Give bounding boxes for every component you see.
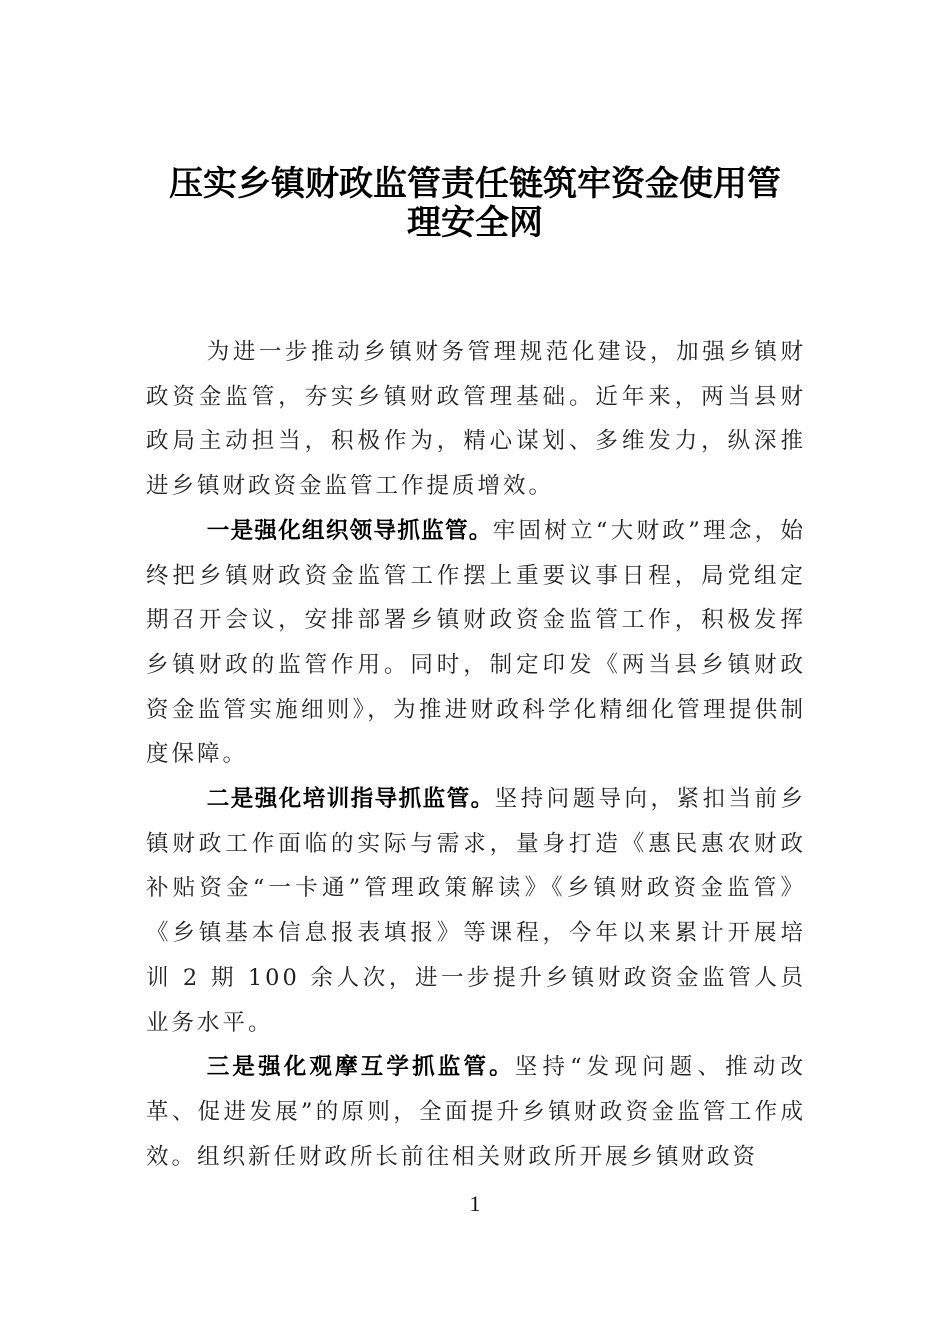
- section-heading-2: 二是强化培训指导抓监管。: [206, 786, 495, 813]
- section-text-2: 坚持问题导向，紧扣当前乡镇财政工作面临的实际与需求，量身打造《惠民惠农财政补贴资金“一卡通”管理政策解读》《乡镇财政资金监管》《乡镇基本信息报表填报》等课程，今年以来累计开展培训 2 期 100 余人次，进一步提升乡镇财政资金监管人员业务水平。: [146, 786, 806, 1036]
- section-paragraph-2: [146, 777, 806, 1045]
- document-body: [146, 330, 806, 1179]
- section-paragraph-1: [146, 509, 806, 777]
- intro-paragraph: 为进一步推动乡镇财务管理规范化建设，加强乡镇财政资金监管，夯实乡镇财政管理基础。近年来，两当县财政局主动担当，积极作为，精心谋划、多维发力，纵深推进乡镇财政资金监管工作提质增效。: [146, 339, 806, 500]
- section-heading-1: 一是强化组织领导抓监管。: [206, 517, 493, 544]
- title-line-2: 理安全网: [407, 203, 543, 243]
- section-text-1: 牢固树立“大财政”理念，始终把乡镇财政资金监管工作摆上重要议事日程，局党组定期召开会议，安排部署乡镇财政资金监管工作，积极发挥乡镇财政的监管作用。同时，制定印发《两当县乡镇财政资金监管实施细则》，为推进财政科学化精细化管理提供制度保障。: [146, 517, 806, 768]
- section-paragraph-3: [146, 1045, 806, 1179]
- section-text-3: 坚持“发现问题、推动改革、促进发展”的原则，全面提升乡镇财政资金监管工作成效。组织新任财政所长前往相关财政所开展乡镇财政资: [146, 1054, 806, 1170]
- page-number: 1: [469, 1191, 481, 1216]
- section-heading-3: 三是强化观摩互学抓监管。: [206, 1054, 515, 1081]
- title-line-1: 压实乡镇财政监管责任链筑牢资金使用管: [169, 164, 781, 204]
